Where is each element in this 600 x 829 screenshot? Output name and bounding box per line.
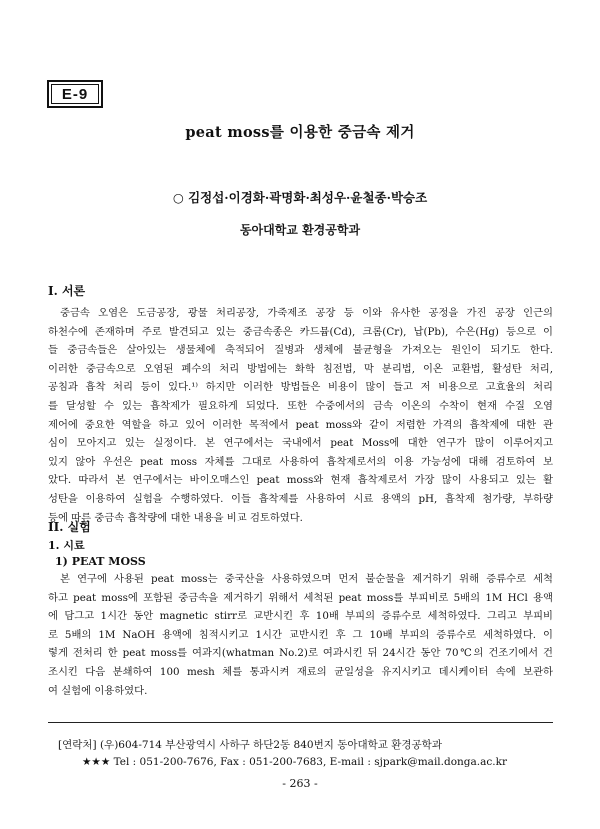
intro-line: 를 달성할 수 있는 흡착제가 필요하게 되었다. 또한 수중에서의 금속 이온의 수착이 현재 수질 오염 bbox=[48, 399, 553, 412]
method-line: 여 실험에 이용하였다. bbox=[48, 684, 148, 697]
method-line: 본 연구에 사용된 peat moss는 중국산을 사용하였으며 먼저 불순물을 제거하기 위해 증류수로 세척 bbox=[60, 573, 553, 585]
intro-line: 제어에 중요한 역할을 하고 있어 이러한 목적에서 peat moss와 같이 저렴한 가격의 흡착제에 대한 관 bbox=[48, 418, 553, 431]
intro-line: 하천수에 존재하며 주로 발견되고 있는 중금속종은 카드뮴(Cd), 크롬(Cr), 납(Pb), 수은(Hg) 등으로 이 bbox=[48, 325, 553, 338]
contact-phone-email: ★★★ Tel : 051-200-7676, Fax : 051-200-7683, E-mail : sjpark@mail.donga.ac.kr bbox=[82, 756, 507, 768]
author-list: ○ 김정섭·이경화·곽명화·최성우·윤철종·박승조 bbox=[172, 190, 428, 205]
peat-moss-paragraph bbox=[48, 570, 553, 700]
subsection-heading-sample: 1. 시료 bbox=[48, 539, 85, 552]
intro-line: 심이 모아지고 있는 실정이다. 본 연구에서는 국내에서 peat Moss에 대한 연구가 많이 이루어지고 bbox=[48, 437, 553, 450]
page-number: - 263 - bbox=[282, 777, 318, 790]
paper-title: peat moss를 이용한 중금속 제거 bbox=[185, 124, 415, 141]
method-line: 렇게 전처리 한 peat moss를 여과지(whatman No.2)로 여과시킨 뒤 24시간 동안 70℃의 건조기에서 건 bbox=[48, 647, 553, 660]
method-line: 로 5배의 1M NaOH 용액에 침적시키고 1시간 교반시킨 후 그 10배 부피의 증류수로 세척하였다. 이 bbox=[48, 628, 553, 641]
section-heading-intro: I. 서론 bbox=[48, 284, 86, 298]
intro-line: 있지 않아 우선은 peat moss 자체를 그대로 사용하여 흡착제로서의 이용 가능성에 대해 검토하여 보 bbox=[48, 455, 553, 468]
paper-code-label: E-9 bbox=[61, 85, 89, 103]
intro-line: 들 중금속들은 살아있는 생물체에 축적되어 질병과 생체에 불균형을 가져오는 원인이 되기도 한다. bbox=[48, 344, 553, 357]
intro-line: 았다. 따라서 본 연구에서는 바이오매스인 peat moss와 현재 흡착제로서 가장 많이 사용되고 있는 활 bbox=[48, 474, 553, 487]
intro-paragraph bbox=[48, 304, 553, 527]
contact-address: [연락처] (우)604-714 부산광역시 사하구 하단2동 840번지 동아대학교 환경공학과 bbox=[58, 739, 442, 751]
intro-line: 등에 따른 중금속 흡착량에 대한 내용을 비교 검토하였다. bbox=[48, 511, 303, 524]
method-line: 하고 peat moss에 포함된 중금속을 제거하기 위해서 세척된 peat moss를 부피비로 5배의 1M HCl 용액 bbox=[48, 591, 553, 604]
method-line: 에 담그고 1시간 동안 magnetic stirr로 교반시킨 후 10배 부피의 증류수로 세척하였다. 그리고 부피비 bbox=[48, 610, 553, 623]
method-line: 조시킨 다음 분쇄하여 100 mesh 체를 통과시켜 재료의 균일성을 유지시키고 데시케이터 속에 보관하 bbox=[48, 665, 553, 678]
intro-line: 중금속 오염은 도금공장, 광물 처리공장, 가죽제조 공장 등 이와 유사한 공정을 가진 공장 인근의 bbox=[60, 307, 553, 319]
paper-code-box bbox=[47, 80, 103, 108]
footer-divider bbox=[48, 722, 553, 723]
intro-line: 성탄을 이용하여 실험을 수행하였다. 이들 흡착제를 사용하여 시료 용액의 pH, 흡착제 첨가량, 부하량 bbox=[48, 492, 553, 505]
section-heading-experiment: II. 실험 bbox=[48, 520, 91, 534]
intro-line: 이러한 중금속으로 오염된 폐수의 처리 방법에는 화학 침전법, 막 분리법, 이온 교환법, 활성탄 처리, bbox=[48, 362, 553, 375]
subsection-heading-peat-moss: 1) PEAT MOSS bbox=[55, 555, 146, 568]
affiliation: 동아대학교 환경공학과 bbox=[239, 223, 361, 237]
intro-line: 공침과 흡착 처리 등이 있다.¹⁾ 하지만 이러한 방법들은 비용이 많이 들고 저 비용으로 고효율의 처리 bbox=[48, 381, 553, 394]
